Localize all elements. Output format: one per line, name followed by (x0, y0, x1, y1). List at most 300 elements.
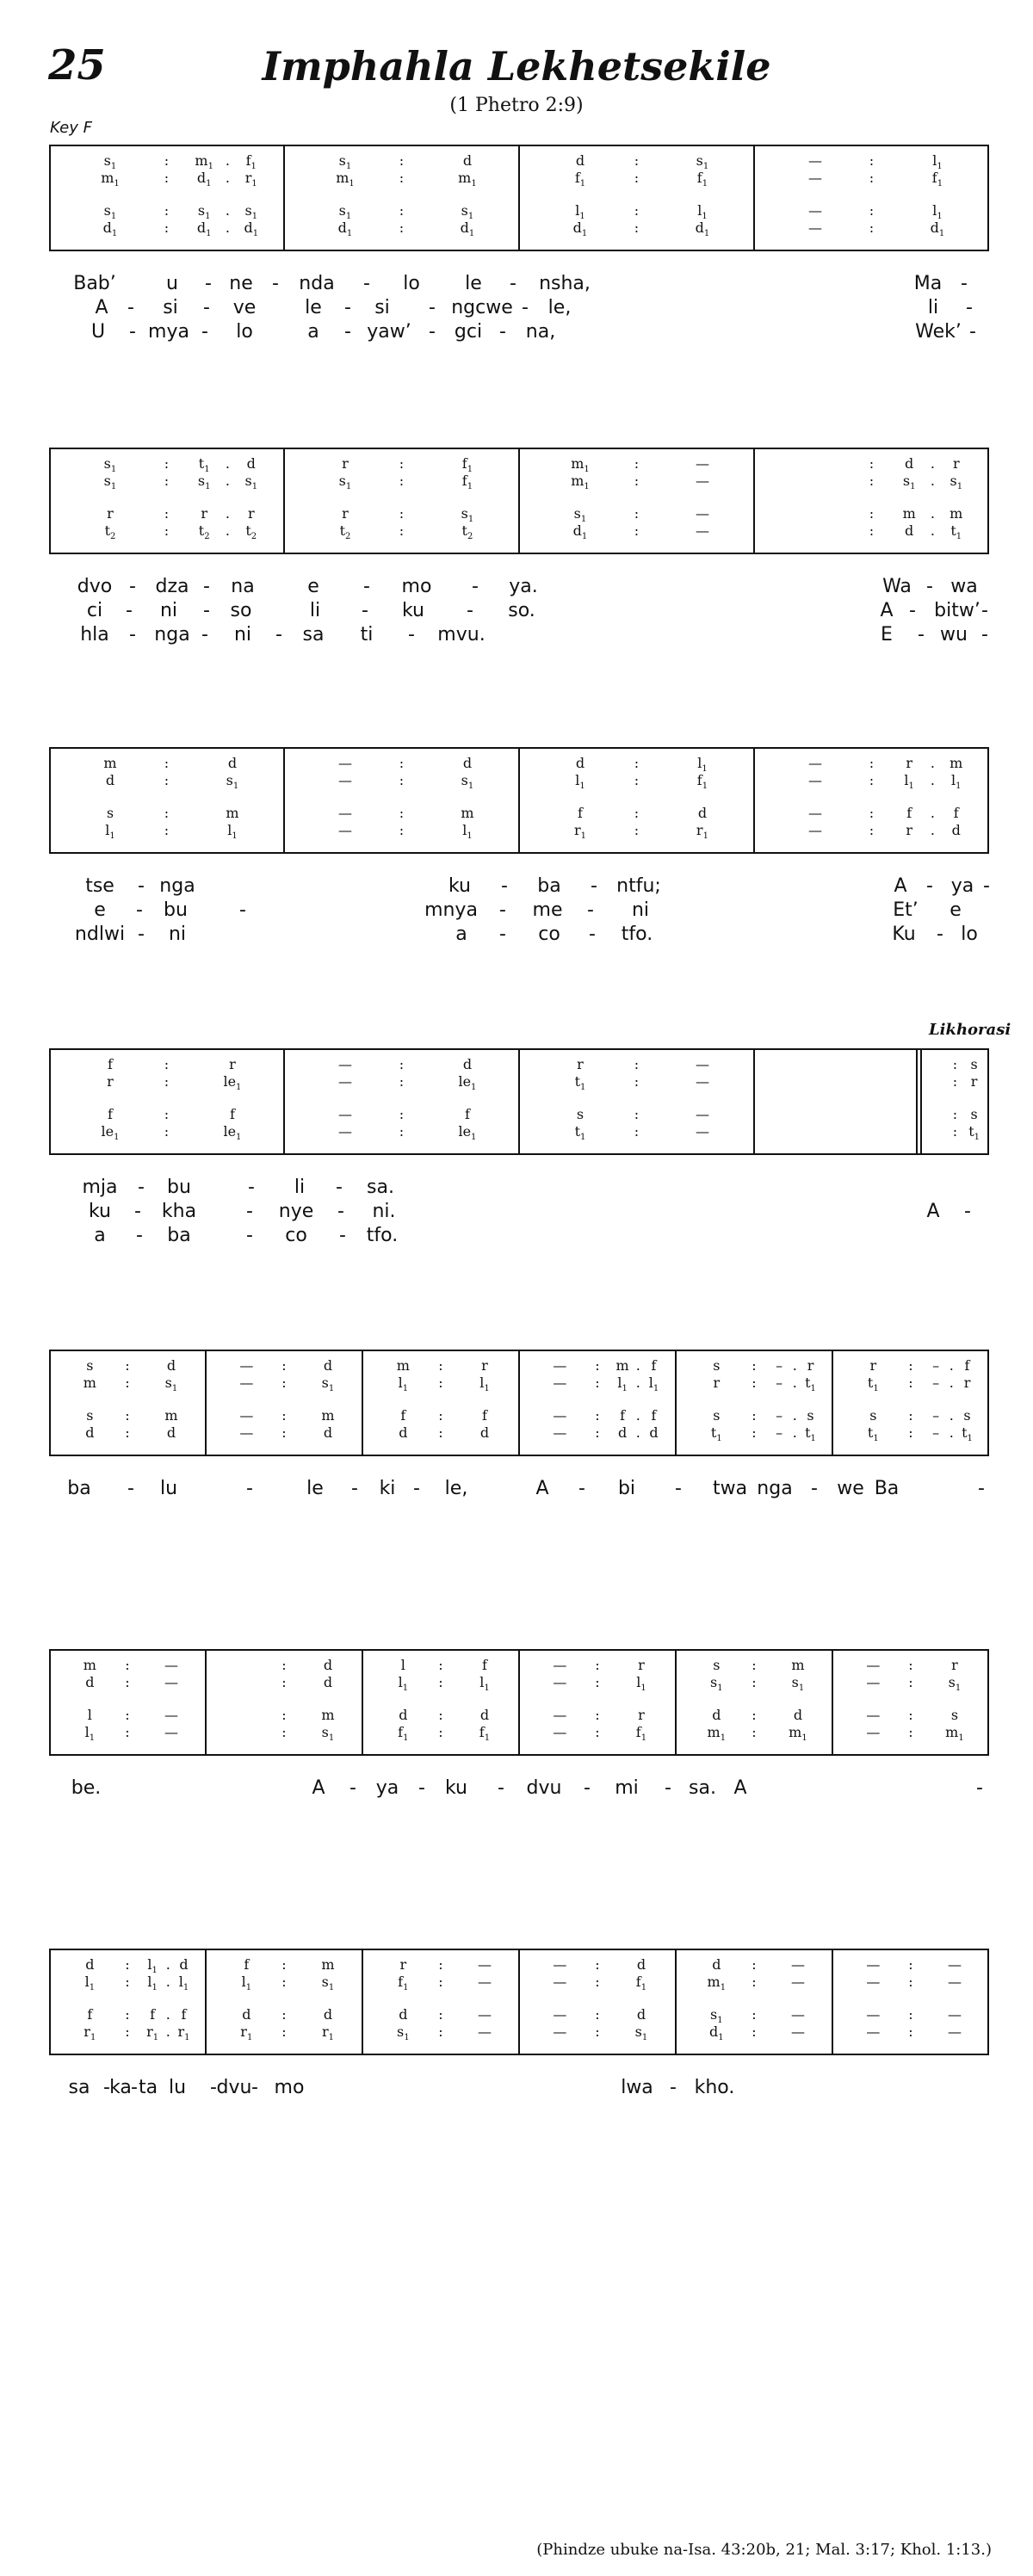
lyric-syllable: mo (274, 2077, 305, 2098)
solfa-note: — (553, 1407, 567, 1424)
solfa-note: : (908, 1956, 913, 1973)
solfa-note: $t_2$ (198, 522, 210, 541)
solfa-note: — (337, 755, 352, 771)
solfa-note: : (438, 1974, 443, 1990)
solfa-note: $s_1$ (338, 152, 352, 171)
system-frame (49, 747, 989, 854)
lyric-syllable: so (230, 600, 252, 621)
solfa-note: $t_1$ (962, 1424, 973, 1443)
solfa-note: s (86, 1357, 94, 1374)
solfa-note: : (869, 473, 875, 489)
lyric-syllable: e (94, 899, 106, 921)
solfa-note: — (164, 1724, 178, 1740)
solfa-note: $s_1$ (710, 1674, 723, 1693)
solfa-note: : (908, 1674, 913, 1690)
lyric-syllable: ngcwe (451, 297, 513, 318)
solfa-note: : (164, 1073, 170, 1090)
solfa-note: s (713, 1657, 721, 1673)
solfa-note: $m_1$ (707, 1724, 727, 1743)
solfa-note: r (229, 1056, 236, 1072)
solfa-note: : (281, 1707, 287, 1723)
solfa-note: — (337, 805, 352, 821)
solfa-note: : (869, 202, 875, 219)
lyric-syllable: ni (168, 924, 187, 945)
solfa-note: $t_1$ (198, 455, 210, 474)
lyric-syllable: - (587, 899, 594, 921)
solfa-note: : (908, 1657, 913, 1673)
solfa-note: $f_1$ (398, 1974, 409, 1992)
solfa-note: : (164, 1106, 170, 1122)
solfa-note: . (949, 1424, 954, 1441)
solfa-note: $d_1$ (695, 219, 710, 238)
lyric-syllable: nga (757, 1478, 793, 1499)
lyric-syllable: - (344, 297, 351, 318)
solfa-note: — (866, 1956, 881, 1973)
lyric-syllable: - (926, 576, 933, 597)
solfa-note: m (83, 1374, 96, 1391)
solfa-note: $l_1$ (636, 1674, 646, 1693)
lyric-syllable: - (201, 321, 208, 343)
solfa-note: . (930, 455, 936, 472)
solfa-note: m (164, 1407, 178, 1424)
solfa-note: : (281, 2006, 287, 2023)
lyric-syllable: - (964, 1201, 971, 1222)
solfa-note: : (752, 1974, 757, 1990)
solfa-note: : (595, 1657, 600, 1673)
lyric-syllable: we (837, 1478, 864, 1499)
solfa-note: . (635, 1374, 640, 1391)
solfa-note: : (595, 1407, 600, 1424)
solfa-note: : (634, 505, 640, 522)
solfa-note: : (399, 1106, 405, 1122)
solfa-note: : (869, 805, 875, 821)
solfa-note: : (869, 152, 875, 169)
solfa-note: — (337, 1056, 352, 1072)
solfa-note: : (164, 822, 170, 838)
solfa-note: : (752, 1407, 757, 1424)
solfa-note: — (477, 1974, 492, 1990)
solfa-note: — (695, 505, 709, 522)
solfa-note: : (952, 1123, 958, 1140)
solfa-note: : (438, 2023, 443, 2040)
solfa-note: $m_1$ (458, 170, 477, 188)
solfa-note: . (792, 1374, 797, 1391)
solfa-note: — (239, 1374, 254, 1391)
solfa-note: $t_1$ (574, 1073, 586, 1092)
lyric-syllable: - (918, 624, 925, 646)
score-system-6 (49, 1649, 989, 1799)
lyric-syllable: A (95, 297, 108, 318)
solfa-note: : (869, 772, 875, 788)
solfa-note: $s_1$ (338, 473, 352, 491)
solfa-note: $f_1$ (574, 170, 586, 188)
solfa-note: : (399, 1056, 405, 1072)
solfa-note: . (792, 1424, 797, 1441)
solfa-note: : (125, 2023, 130, 2040)
solfa-note: f (953, 805, 959, 821)
solfa-note: — (866, 2006, 881, 2023)
solfa-note: $d_1$ (196, 219, 212, 238)
solfa-note: : (399, 202, 405, 219)
solfa-note: : (869, 755, 875, 771)
solfa-note: $s_1$ (710, 2006, 723, 2025)
solfa-note: : (125, 1956, 130, 1973)
lyric-syllable: co (285, 1225, 307, 1246)
lyric-syllable: - (344, 321, 351, 343)
solfa-note: . (225, 152, 231, 169)
solfa-note: $d_1$ (460, 219, 475, 238)
solfa-note: d (179, 1956, 189, 1973)
solfa-note: . (792, 1407, 797, 1424)
lyric-syllable: - (983, 875, 990, 897)
lyric-syllable: - (363, 273, 370, 294)
solfa-note: $l_1$ (617, 1374, 628, 1393)
lyric-syllable: sa (68, 2077, 90, 2098)
solfa-note: : (281, 1357, 287, 1374)
solfa-note: d (575, 152, 585, 169)
solfa-note: : (595, 1974, 600, 1990)
lyric-syllable: Ba (874, 1478, 900, 1499)
solfa-note: : (752, 1724, 757, 1740)
lyric-syllable: le (306, 1478, 324, 1499)
solfa-note: — (807, 755, 822, 771)
solfa-note: $s_1$ (321, 1974, 335, 1992)
solfa-note: r (906, 755, 912, 771)
solfa-note: . (225, 473, 231, 489)
solfa-note: f (229, 1106, 235, 1122)
lyric-syllable: - (129, 624, 136, 646)
solfa-note: — (695, 1056, 709, 1072)
solfa-note: $m_1$ (789, 1724, 807, 1743)
solfa-note: $f_1$ (461, 473, 473, 491)
lyric-syllable: twa (712, 1478, 748, 1499)
solfa-note: : (438, 1956, 443, 1973)
solfa-note: : (164, 219, 170, 236)
solfa-note: : (125, 1974, 130, 1990)
solfa-note: — (807, 805, 822, 821)
solfa-note: $t_2$ (245, 522, 257, 541)
lyric-syllable: - (337, 1201, 344, 1222)
solfa-note: : (438, 1657, 443, 1673)
solfa-note: $d_1$ (930, 219, 945, 238)
solfa-note: $l_1$ (147, 1956, 158, 1975)
lyric-syllable: ku (88, 1201, 112, 1222)
solfa-note: d (323, 1424, 333, 1441)
lyric-syllable: - (251, 2077, 258, 2098)
solfa-note: $r_1$ (146, 2023, 159, 2042)
lyric-syllable: tfo. (366, 1225, 399, 1246)
solfa-note: . (930, 755, 936, 771)
solfa-note: — (337, 822, 352, 838)
solfa-note: $l_1$ (648, 1374, 659, 1393)
solfa-note: : (164, 522, 170, 539)
lyric-syllable: ku (444, 1777, 468, 1799)
solfa-note: r (713, 1374, 721, 1391)
solfa-note: $f_1$ (635, 1724, 647, 1743)
solfa-note: m (615, 1357, 629, 1374)
solfa-note: : (281, 2023, 287, 2040)
lyric-syllable: li (294, 1177, 306, 1198)
solfa-note: d (323, 1674, 333, 1690)
solfa-note: m (461, 805, 474, 821)
lyric-syllable: - (339, 1225, 346, 1246)
lyric-syllable: - (501, 875, 508, 897)
solfa-note: : (752, 2006, 757, 2023)
lyric-syllable: nsha, (539, 273, 591, 294)
solfa-note: . (949, 1357, 954, 1374)
solfa-note: d (85, 1424, 95, 1441)
solfa-note: : (908, 1707, 913, 1723)
solfa-note: m (949, 755, 963, 771)
solfa-note: r (107, 1073, 114, 1090)
solfa-note: — (807, 202, 822, 219)
lyric-syllable: - (363, 576, 370, 597)
lyric-syllable: - (472, 576, 479, 597)
lyric-syllable: ni (159, 600, 178, 621)
solfa-note: $s_1$ (902, 473, 916, 491)
lyric-syllable: so. (508, 600, 535, 621)
lyric-syllable: - (976, 1777, 983, 1799)
solfa-note: $s_1$ (226, 772, 239, 791)
lyric-syllable: ta (138, 2077, 158, 2098)
solfa-note: $r_1$ (696, 822, 708, 841)
lyric-syllable: ti (360, 624, 374, 646)
solfa-note: f (464, 1106, 470, 1122)
solfa-note: : (634, 152, 640, 169)
lyric-syllable: tfo. (621, 924, 653, 945)
lyric-syllable: - (981, 600, 988, 621)
lyric-syllable: dza (155, 576, 189, 597)
solfa-note: — (866, 1657, 881, 1673)
solfa-note: f (150, 2006, 156, 2023)
lyric-syllable: ntfu; (616, 875, 661, 897)
solfa-note: $le_1$ (223, 1123, 242, 1142)
solfa-note: d (462, 1056, 473, 1072)
solfa-note: r (807, 1357, 814, 1374)
system-frame (49, 1649, 989, 1756)
solfa-note: $le_1$ (458, 1073, 477, 1092)
solfa-note: : (952, 1106, 958, 1122)
score-system-4 (49, 1021, 1011, 1246)
footnote: (Phindze ubuke na-Isa. 43:20b, 21; Mal. 3:17; Khol. 1:13.) (536, 2541, 992, 2559)
solfa-note: : (634, 822, 640, 838)
lyric-syllable: - (210, 2077, 217, 2098)
solfa-note: : (634, 202, 640, 219)
solfa-note: $s_1$ (949, 473, 963, 491)
solfa-note: . (930, 805, 936, 821)
solfa-note: r (342, 455, 349, 472)
solfa-note: m (396, 1357, 410, 1374)
lyric-syllable: ba (537, 875, 561, 897)
lyric-syllable: le (465, 273, 482, 294)
solfa-note: : (125, 1424, 130, 1441)
solfa-note: r (481, 1357, 488, 1374)
lyric-syllable: a (94, 1225, 106, 1246)
solfa-note: — (553, 1657, 567, 1673)
solfa-note: — (239, 1357, 254, 1374)
lyric-syllable: - (272, 273, 279, 294)
solfa-note: — (790, 2006, 805, 2023)
lyric-syllable: mvu. (437, 624, 486, 646)
solfa-note: $s_1$ (321, 1724, 335, 1743)
solfa-note: : (908, 1424, 913, 1441)
solfa-note: – (776, 1407, 783, 1424)
chorus-label: Likhorasi (929, 1021, 1011, 1039)
solfa-note: $d_1$ (572, 522, 588, 541)
lyric-syllable: - (969, 321, 976, 343)
solfa-note: — (239, 1407, 254, 1424)
solfa-note: $t_1$ (968, 1123, 980, 1142)
lyric-syllable: lo (236, 321, 253, 343)
lyric-syllable: ba (167, 1225, 191, 1246)
lyric-syllable: Wa (882, 576, 912, 597)
solfa-note: : (634, 1123, 640, 1140)
solfa-note: : (752, 1424, 757, 1441)
solfa-note: r (951, 1657, 958, 1673)
solfa-note: : (752, 1674, 757, 1690)
solfa-note: d (105, 772, 115, 788)
solfa-note: — (553, 1707, 567, 1723)
lyric-syllable: ka (109, 2077, 132, 2098)
solfa-note: : (125, 1357, 130, 1374)
solfa-note: . (635, 1357, 640, 1374)
solfa-note: — (695, 455, 709, 472)
solfa-note: : (634, 170, 640, 186)
solfa-note: f (181, 2006, 187, 2023)
solfa-note: : (399, 772, 405, 788)
solfa-note: — (947, 1974, 962, 1990)
solfa-note: . (225, 219, 231, 236)
solfa-note: r (638, 1707, 645, 1723)
lyric-syllable: - (239, 899, 246, 921)
solfa-note: l (87, 1707, 92, 1723)
solfa-note: $r_1$ (240, 2023, 253, 2042)
solfa-note: $s_1$ (103, 473, 117, 491)
solfa-note: $f_1$ (398, 1724, 409, 1743)
solfa-note: s (713, 1357, 721, 1374)
solfa-note: : (752, 2023, 757, 2040)
solfa-note: d (793, 1707, 803, 1723)
solfa-note: $s_1$ (791, 1674, 805, 1693)
lyric-syllable: na (231, 576, 255, 597)
solfa-note: $t_1$ (867, 1374, 879, 1393)
solfa-note: — (807, 772, 822, 788)
solfa-note: $l_1$ (105, 822, 115, 841)
solfa-note: . (225, 455, 231, 472)
solfa-note: — (553, 2006, 567, 2023)
solfa-note: — (553, 1674, 567, 1690)
solfa-note: : (399, 805, 405, 821)
lyric-syllable: - (937, 924, 943, 945)
lyric-syllable: wa (950, 576, 978, 597)
system-frame (49, 145, 989, 251)
solfa-note: – (932, 1357, 940, 1374)
solfa-note: l (400, 1657, 405, 1673)
solfa-note: : (595, 1707, 600, 1723)
solfa-note: d (649, 1424, 659, 1441)
solfa-note: d (323, 1357, 333, 1374)
solfa-note: r (247, 505, 255, 522)
solfa-note: : (399, 152, 405, 169)
solfa-note: $r_1$ (321, 2023, 334, 2042)
solfa-note: : (908, 2006, 913, 2023)
lyric-syllable: li (927, 297, 939, 318)
lyric-syllable: dvu (216, 2077, 252, 2098)
lyric-syllable: me (532, 899, 563, 921)
score-system-5 (49, 1350, 989, 1499)
solfa-note: $l_1$ (462, 822, 473, 841)
solfa-note: d (951, 822, 961, 838)
solfa-note: — (807, 219, 822, 236)
solfa-note: : (595, 2023, 600, 2040)
lyric-syllable: lu (159, 1478, 178, 1499)
solfa-note: s (970, 1106, 978, 1122)
solfa-note: : (438, 2006, 443, 2023)
solfa-note: $t_2$ (461, 522, 473, 541)
solfa-note: r (869, 1357, 877, 1374)
solfa-note: . (792, 1357, 797, 1374)
solfa-note: : (438, 1674, 443, 1690)
lyric-syllable: bi (617, 1478, 636, 1499)
solfa-note: : (752, 1374, 757, 1391)
solfa-note: s (106, 805, 114, 821)
lyric-syllable: - (510, 273, 516, 294)
lyric-syllable: - (909, 600, 916, 621)
solfa-note: : (125, 2006, 130, 2023)
solfa-note: : (399, 170, 405, 186)
solfa-note: — (866, 1974, 881, 1990)
solfa-note: — (477, 2023, 492, 2040)
lyric-syllable: - (136, 1225, 143, 1246)
solfa-note: : (869, 522, 875, 539)
solfa-note: : (595, 2006, 600, 2023)
solfa-note: m (83, 1657, 96, 1673)
solfa-note: d (617, 1424, 628, 1441)
system-frame (49, 1048, 989, 1155)
solfa-note: $l_1$ (147, 1974, 158, 1992)
solfa-note: f (108, 1106, 113, 1122)
solfa-note: — (866, 2023, 881, 2040)
solfa-note: $l_1$ (932, 202, 943, 221)
solfa-note: : (869, 505, 875, 522)
solfa-note: . (930, 772, 936, 788)
lyric-syllable: ci (86, 600, 103, 621)
solfa-note: — (695, 522, 709, 539)
solfa-note: . (165, 2006, 170, 2023)
solfa-note: $d_1$ (196, 170, 212, 188)
lyric-syllable: sa. (689, 1777, 716, 1799)
solfa-note: $s_1$ (103, 152, 117, 171)
solfa-note: : (438, 1724, 443, 1740)
solfa-note: f (244, 1956, 250, 1973)
lyric-syllable: e (307, 576, 319, 597)
solfa-note: s (963, 1407, 971, 1424)
solfa-note: $t_2$ (339, 522, 351, 541)
solfa-note: d (166, 1357, 176, 1374)
solfa-note: : (399, 1123, 405, 1140)
solfa-note: $l_1$ (84, 1724, 96, 1743)
solfa-note: $l_1$ (951, 772, 962, 791)
key-signature: Key F (50, 119, 92, 137)
solfa-note: $f_1$ (696, 170, 708, 188)
lyric-syllable: ya. (509, 576, 538, 597)
solfa-note: — (164, 1674, 178, 1690)
solfa-note: . (930, 522, 936, 539)
solfa-note: : (125, 1374, 130, 1391)
solfa-note: — (553, 1424, 567, 1441)
lyric-syllable: Et’ (893, 899, 919, 921)
solfa-note: : (438, 1374, 443, 1391)
